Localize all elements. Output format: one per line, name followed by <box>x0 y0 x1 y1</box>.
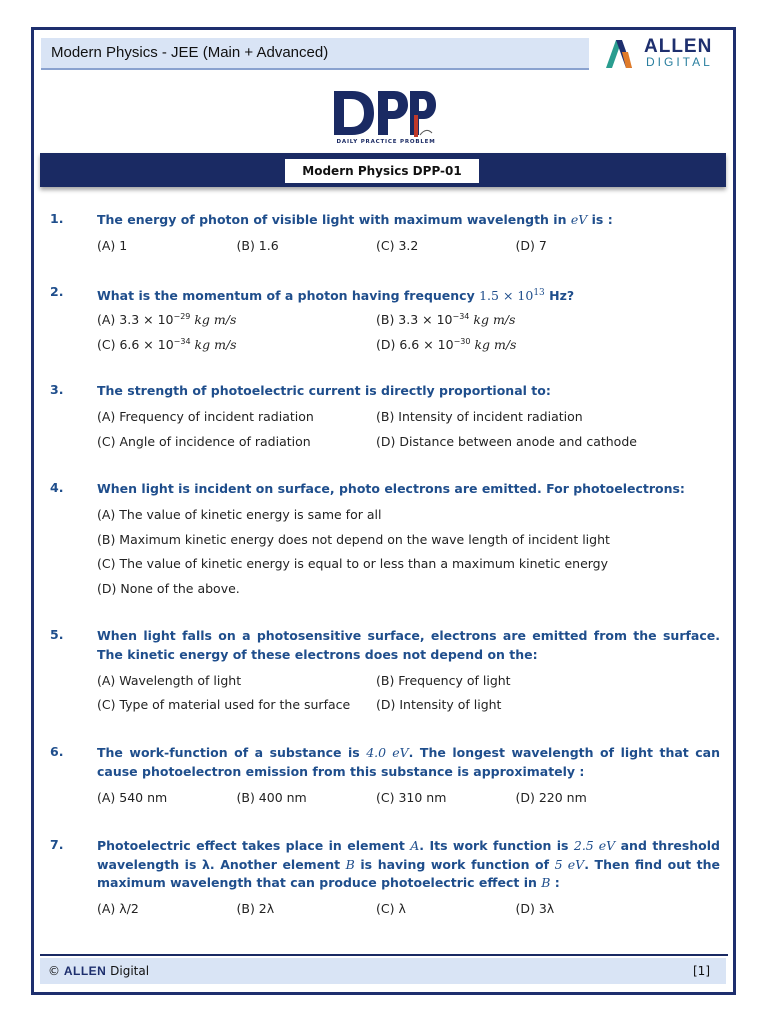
option-d: (D) $6.6 \times 10^{-30}$ kg m/s <box>376 336 517 352</box>
option-a: (A) 540 nm <box>97 789 168 805</box>
question-number: 1. <box>50 211 64 226</box>
page-number: [1] <box>693 964 710 978</box>
option-c: (C) Type of material used for the surface <box>97 697 351 713</box>
question-number: 7. <box>50 837 64 852</box>
dpp-logo <box>328 85 440 151</box>
header-title: Modern Physics - JEE (Main + Advanced) <box>51 44 329 61</box>
option-b: (B) Maximum kinetic energy does not depend on the wave length of incident light <box>97 531 610 547</box>
question-number: 2. <box>50 284 64 299</box>
footer-copyright <box>48 964 149 978</box>
question-text: When light falls on a photosensitive surface, electrons are emitted from the surface. The kinetic energy of these electrons does not depend on the: <box>97 628 720 662</box>
question-text: The strength of photoelectric current is directly proportional to: <box>97 383 551 398</box>
option-a: (A) 1 <box>97 238 128 254</box>
option-c: (C) The value of kinetic energy is equal to or less than a maximum kinetic energy <box>97 556 609 572</box>
option-b: (B) 400 nm <box>236 789 307 805</box>
question-6 <box>50 744 720 810</box>
sheet-title: Modern Physics DPP-01 <box>284 158 480 184</box>
option-b: (B) 2λ <box>236 901 275 917</box>
question-number: 6. <box>50 744 64 759</box>
header-bar <box>41 38 589 70</box>
question-text: The energy of photon of visible light with maximum wavelength in eV is : <box>97 212 613 227</box>
option-b: (B) $3.3 \times 10^{-34}$ kg m/s <box>376 312 516 328</box>
question-2 <box>50 284 720 357</box>
option-c: (C) 310 nm <box>376 789 447 805</box>
allen-brand-sub: DIGITAL <box>646 55 713 69</box>
option-c: (C) λ <box>376 901 406 917</box>
allen-logo <box>602 38 730 70</box>
option-d: (D) Intensity of light <box>376 697 502 713</box>
option-a: (A) $3.3 \times 10^{-29}$ kg m/s <box>97 312 237 328</box>
option-c: (C) 3.2 <box>376 238 419 254</box>
copyright-symbol: © <box>48 964 60 978</box>
option-b: (B) 1.6 <box>236 238 279 254</box>
question-text: Photoelectric effect takes place in element A. Its work function is 2.5 eV and threshold wavelength is λ. Another element B is having work function of 5 eV. Then find out the maximum wavelength that can produce photoelectric effect in B : <box>97 838 720 890</box>
question-number: 3. <box>50 382 64 397</box>
option-a: (A) λ/2 <box>97 901 139 917</box>
dpp-tagline: DAILY PRACTICE PROBLEM <box>336 139 436 145</box>
option-b: (B) Intensity of incident radiation <box>376 409 583 425</box>
option-d: (D) 3λ <box>515 901 555 917</box>
allen-logo-icon <box>602 38 642 70</box>
footer-brand: ALLEN <box>63 964 107 978</box>
option-a: (A) Wavelength of light <box>97 672 242 688</box>
option-a: (A) Frequency of incident radiation <box>97 409 314 425</box>
option-d: (D) Distance between anode and cathode <box>376 433 637 449</box>
option-b: (B) Frequency of light <box>376 672 511 688</box>
question-5 <box>50 627 720 717</box>
footer <box>40 958 726 984</box>
footer-label: Digital <box>110 964 150 978</box>
question-1 <box>50 211 720 258</box>
option-d: (D) None of the above. <box>97 580 240 596</box>
option-d: (D) 7 <box>515 238 547 254</box>
option-c: (C) $6.6 \times 10^{-34}$ kg m/s <box>97 336 237 352</box>
option-c: (C) Angle of incidence of radiation <box>97 433 311 449</box>
footer-divider <box>40 954 728 956</box>
question-3 <box>50 382 720 454</box>
option-d: (D) 220 nm <box>515 789 587 805</box>
question-text: When light is incident on surface, photo electrons are emitted. For photoelectrons: <box>97 481 685 496</box>
question-7 <box>50 837 720 921</box>
question-4 <box>50 480 720 601</box>
question-number: 5. <box>50 627 64 642</box>
option-a: (A) The value of kinetic energy is same for all <box>97 507 382 523</box>
question-number: 4. <box>50 480 64 495</box>
question-text: The work-function of a substance is 4.0 eV. The longest wavelength of light that can cause photoelectron emission from this substance is approximately : <box>97 745 720 779</box>
question-text: What is the momentum of a photon having frequency $1.5 \times 10^{13}$ Hz? <box>97 288 575 304</box>
allen-brand-name: ALLEN <box>644 36 713 57</box>
